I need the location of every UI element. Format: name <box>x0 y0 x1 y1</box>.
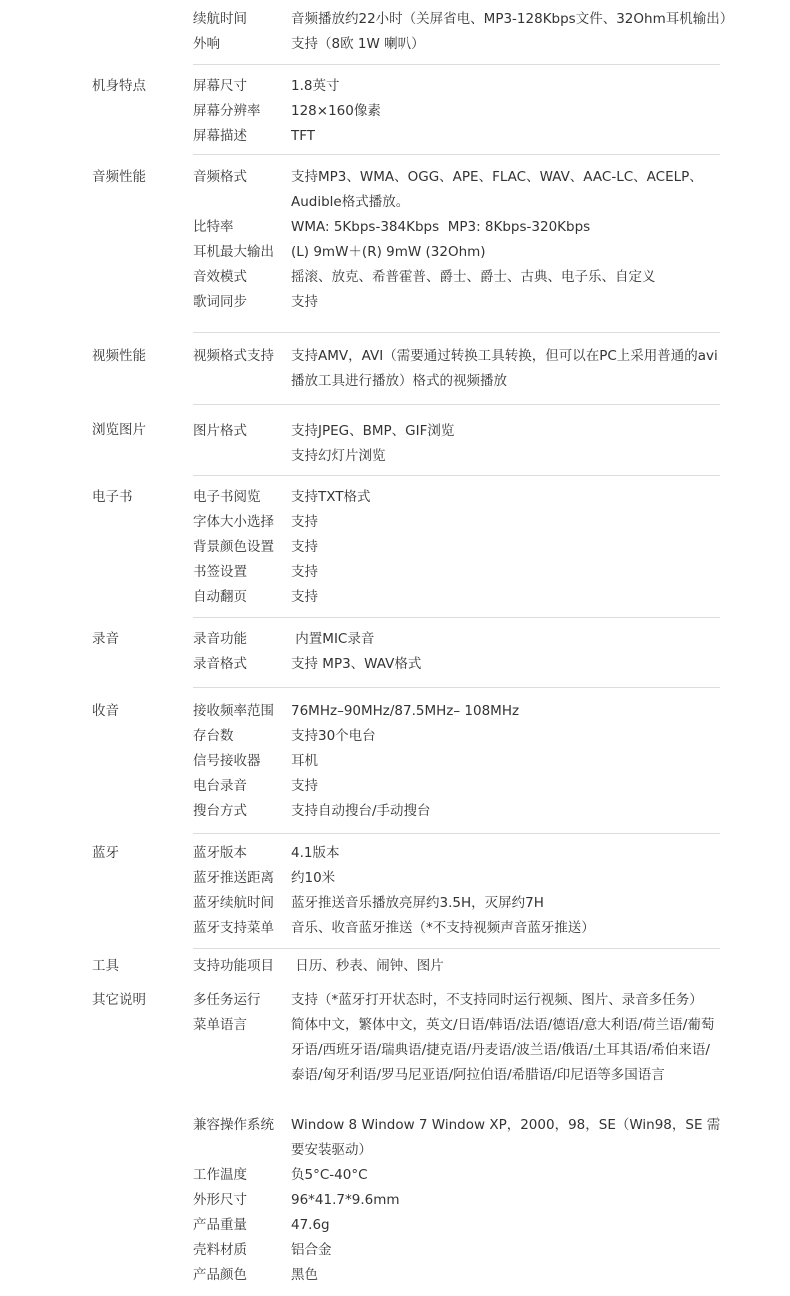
spec-label: 外响 <box>193 36 220 52</box>
spec-label: 字体大小选择 <box>193 514 274 530</box>
spec-label: 音效模式 <box>193 269 247 285</box>
section-divider <box>193 617 720 618</box>
spec-value: 1.8英寸 <box>291 78 340 94</box>
spec-label: 接收频率范围 <box>193 703 274 719</box>
spec-label: 耳机最大输出 <box>193 244 274 260</box>
spec-value: 支持 MP3、WAV格式 <box>291 656 422 672</box>
spec-label: 录音格式 <box>193 656 247 672</box>
spec-label: 蓝牙版本 <box>193 845 247 861</box>
spec-label: 搜台方式 <box>193 803 247 819</box>
spec-label: 工作温度 <box>193 1167 247 1183</box>
spec-value: 96*41.7*9.6mm <box>291 1192 400 1208</box>
spec-label: 书签设置 <box>193 564 247 580</box>
spec-value: 支持AMV，AVI（需要通过转换工具转换，但可以在PC上采用普通的avi播放工具进行播放）格式的视频播放 <box>291 348 718 389</box>
spec-value: 负5°C-40°C <box>291 1167 368 1183</box>
spec-label: 信号接收器 <box>193 753 261 769</box>
spec-label: 产品重量 <box>193 1217 247 1233</box>
spec-label: 续航时间 <box>193 11 247 27</box>
spec-label: 支持功能项目 <box>193 958 274 974</box>
section-divider <box>193 332 720 333</box>
spec-label: 图片格式 <box>193 423 247 439</box>
section-title: 机身特点 <box>92 78 146 94</box>
section-title: 音频性能 <box>92 169 146 185</box>
spec-value: 47.6g <box>291 1217 330 1233</box>
spec-value: 支持TXT格式 <box>291 489 371 505</box>
spec-value: 128×160像素 <box>291 103 381 119</box>
section-title: 录音 <box>92 631 119 647</box>
section-title: 电子书 <box>92 489 133 505</box>
spec-label: 比特率 <box>193 219 234 235</box>
spec-value: 音乐、收音蓝牙推送（*不支持视频声音蓝牙推送） <box>291 920 595 936</box>
spec-value: 日历、秒表、闹钟、图片 <box>291 958 444 974</box>
spec-label: 菜单语言 <box>193 1017 247 1033</box>
spec-label: 视频格式支持 <box>193 348 274 364</box>
spec-label: 电子书阅览 <box>193 489 261 505</box>
spec-value: 支持幻灯片浏览 <box>291 448 386 464</box>
section-divider <box>193 154 720 155</box>
spec-value: 支持 <box>291 514 318 530</box>
spec-value: 音频播放约22小时（关屏省电、MP3-128Kbps文件、32Ohm耳机输出） <box>291 11 734 27</box>
spec-value: 摇滚、放克、希普霍普、爵士、爵士、古典、电子乐、自定义 <box>291 269 656 285</box>
spec-label: 电台录音 <box>193 778 247 794</box>
spec-label: 兼容操作系统 <box>193 1117 274 1133</box>
spec-value: 黑色 <box>291 1267 318 1283</box>
section-title: 收音 <box>92 703 119 719</box>
spec-label: 屏幕分辨率 <box>193 103 261 119</box>
spec-value: 支持MP3、WMA、OGG、APE、FLAC、WAV、AAC-LC、ACELP、Audible格式播放。 <box>291 169 703 210</box>
section-title: 蓝牙 <box>92 845 119 861</box>
section-divider <box>193 404 720 405</box>
spec-value: (L) 9mW＋(R) 9mW (32Ohm) <box>291 244 486 260</box>
spec-value: 蓝牙推送音乐播放亮屏约3.5H，灭屏约7H <box>291 895 544 911</box>
spec-label: 产品颜色 <box>193 1267 247 1283</box>
spec-value: 支持 <box>291 294 318 310</box>
section-divider <box>193 833 720 834</box>
spec-label: 屏幕描述 <box>193 128 247 144</box>
spec-value: TFT <box>291 128 316 144</box>
spec-value: 4.1版本 <box>291 845 340 861</box>
spec-label: 录音功能 <box>193 631 247 647</box>
section-title: 工具 <box>92 958 119 974</box>
spec-value: 简体中文，繁体中文，英文/日语/韩语/法语/德语/意大利语/荷兰语/葡萄牙语/西班牙语/瑞典语/捷克语/丹麦语/波兰语/俄语/土耳其语/希伯来语/泰语/匈牙利语/罗马尼亚语/阿拉伯语/希腊语/印尼语等多国语言 <box>291 1017 715 1083</box>
spec-label: 背景颜色设置 <box>193 539 274 555</box>
section-title: 其它说明 <box>92 992 146 1008</box>
spec-value: 内置MIC录音 <box>291 631 375 647</box>
spec-value: 支持（*蓝牙打开状态时，不支持同时运行视频、图片、录音多任务） <box>291 992 703 1008</box>
spec-label: 存台数 <box>193 728 234 744</box>
spec-value: 支持30个电台 <box>291 728 376 744</box>
section-divider <box>193 687 720 688</box>
spec-label: 屏幕尺寸 <box>193 78 247 94</box>
spec-value: 支持（8欧 1W 喇叭） <box>291 36 425 52</box>
spec-value: 支持 <box>291 589 318 605</box>
spec-value: 支持JPEG、BMP、GIF浏览 <box>291 423 455 439</box>
spec-label: 壳料材质 <box>193 1242 247 1258</box>
spec-label: 多任务运行 <box>193 992 261 1008</box>
spec-value: WMA: 5Kbps-384Kbps MP3: 8Kbps-320Kbps <box>291 219 591 235</box>
spec-value: 铝合金 <box>291 1242 332 1258</box>
spec-value: 支持 <box>291 564 318 580</box>
spec-label: 蓝牙支持菜单 <box>193 920 274 936</box>
section-divider <box>193 64 720 65</box>
spec-value: 76MHz–90MHz/87.5MHz– 108MHz <box>291 703 520 719</box>
spec-label: 自动翻页 <box>193 589 247 605</box>
spec-label: 外形尺寸 <box>193 1192 247 1208</box>
section-title: 浏览图片 <box>92 422 146 438</box>
section-divider <box>193 948 720 949</box>
spec-value: 支持 <box>291 778 318 794</box>
spec-value: Window 8 Window 7 Window XP，2000，98，SE（Win98，SE 需要安装驱动） <box>291 1117 721 1158</box>
spec-label: 音频格式 <box>193 169 247 185</box>
spec-label: 蓝牙推送距离 <box>193 870 274 886</box>
spec-value: 耳机 <box>291 753 318 769</box>
spec-label: 歌词同步 <box>193 294 247 310</box>
spec-value: 约10米 <box>291 870 336 886</box>
spec-label: 蓝牙续航时间 <box>193 895 274 911</box>
section-title: 视频性能 <box>92 348 146 364</box>
section-divider <box>193 475 720 476</box>
spec-value: 支持自动搜台/手动搜台 <box>291 803 431 819</box>
spec-value: 支持 <box>291 539 318 555</box>
